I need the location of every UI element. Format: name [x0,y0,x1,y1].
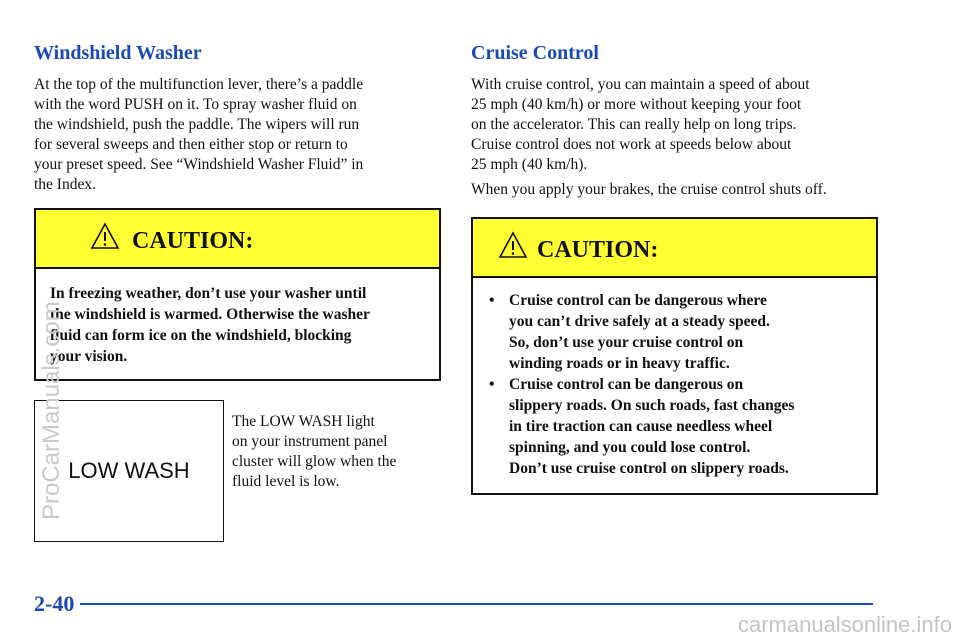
caution-line: In freezing weather, don’t use your washer until [50,285,367,302]
caution-bullet-item [473,374,876,479]
low-wash-label: LOW WASH [68,458,190,483]
paragraph-line: 25 mph (40 km/h) or more without keeping your foot [471,96,802,113]
section-heading-windshield-washer: Windshield Washer [34,42,202,64]
bullet-icon: • [489,292,495,309]
paragraph-line: your preset speed. See “Windshield Washer Fluid” in [34,156,364,173]
paragraph-line: the windshield, push the paddle. The wipers will run [34,116,360,133]
paragraph-line: on your instrument panel [232,433,388,450]
paragraph-line: At the top of the multifunction lever, there’s a paddle [34,76,364,93]
caution-line: winding roads or in heavy traffic. [509,355,730,372]
caution-text [36,269,439,367]
warning-triangle-icon [90,222,120,250]
cruise-control-paragraph [471,75,876,175]
caution-line: the windshield is warmed. Otherwise the washer [50,306,370,323]
section-heading-cruise-control: Cruise Control [471,42,599,64]
footer-rule [80,603,873,605]
paragraph-line: on the accelerator. This can really help on long trips. [471,116,797,133]
bullet-icon: • [489,376,495,393]
caution-text [473,278,876,479]
caution-header [36,210,439,269]
caution-line: So, don’t use your cruise control on [509,334,744,351]
caution-box-washer [34,208,441,381]
caution-box-cruise [471,217,878,495]
caution-title: CAUTION: [537,237,659,263]
caution-line: your vision. [50,348,128,365]
caution-line: Cruise control can be dangerous on [509,376,744,393]
paragraph-line: 25 mph (40 km/h). [471,156,588,173]
paragraph-line: cluster will glow when the [232,453,397,470]
caution-line: slippery roads. On such roads, fast changes [509,397,795,414]
caution-line: in tire traction can cause needless wheel [509,418,773,435]
caution-line: Cruise control can be dangerous where [509,292,767,309]
caution-bullet-item [473,290,876,374]
caution-line: you can’t drive safely at a steady speed. [509,313,770,330]
caution-line: spinning, and you could lose control. [509,439,751,456]
low-wash-description [232,412,437,492]
warning-triangle-icon [498,231,528,259]
paragraph-line: with the word PUSH on it. To spray washer fluid on [34,96,357,113]
caution-title: CAUTION: [132,228,254,254]
page-number: 2-40 [34,591,75,616]
caution-line: Don’t use cruise control on slippery roads. [509,460,789,477]
windshield-washer-paragraph [34,75,434,195]
caution-header [473,219,876,278]
cruise-brakes-paragraph: When you apply your brakes, the cruise control shuts off. [471,181,827,198]
paragraph-line: With cruise control, you can maintain a speed of about [471,76,810,93]
side-watermark: ProCarManuals.com [38,301,65,520]
paragraph-line: the Index. [34,176,96,193]
paragraph-line: fluid level is low. [232,473,340,490]
paragraph-line: The LOW WASH light [232,413,375,430]
bottom-watermark: carmanualsonline.info [737,612,952,637]
paragraph-line: for several sweeps and then either stop or return to [34,136,348,153]
caution-line: fluid can form ice on the windshield, blocking [50,327,352,344]
paragraph-line: Cruise control does not work at speeds below about [471,136,792,153]
